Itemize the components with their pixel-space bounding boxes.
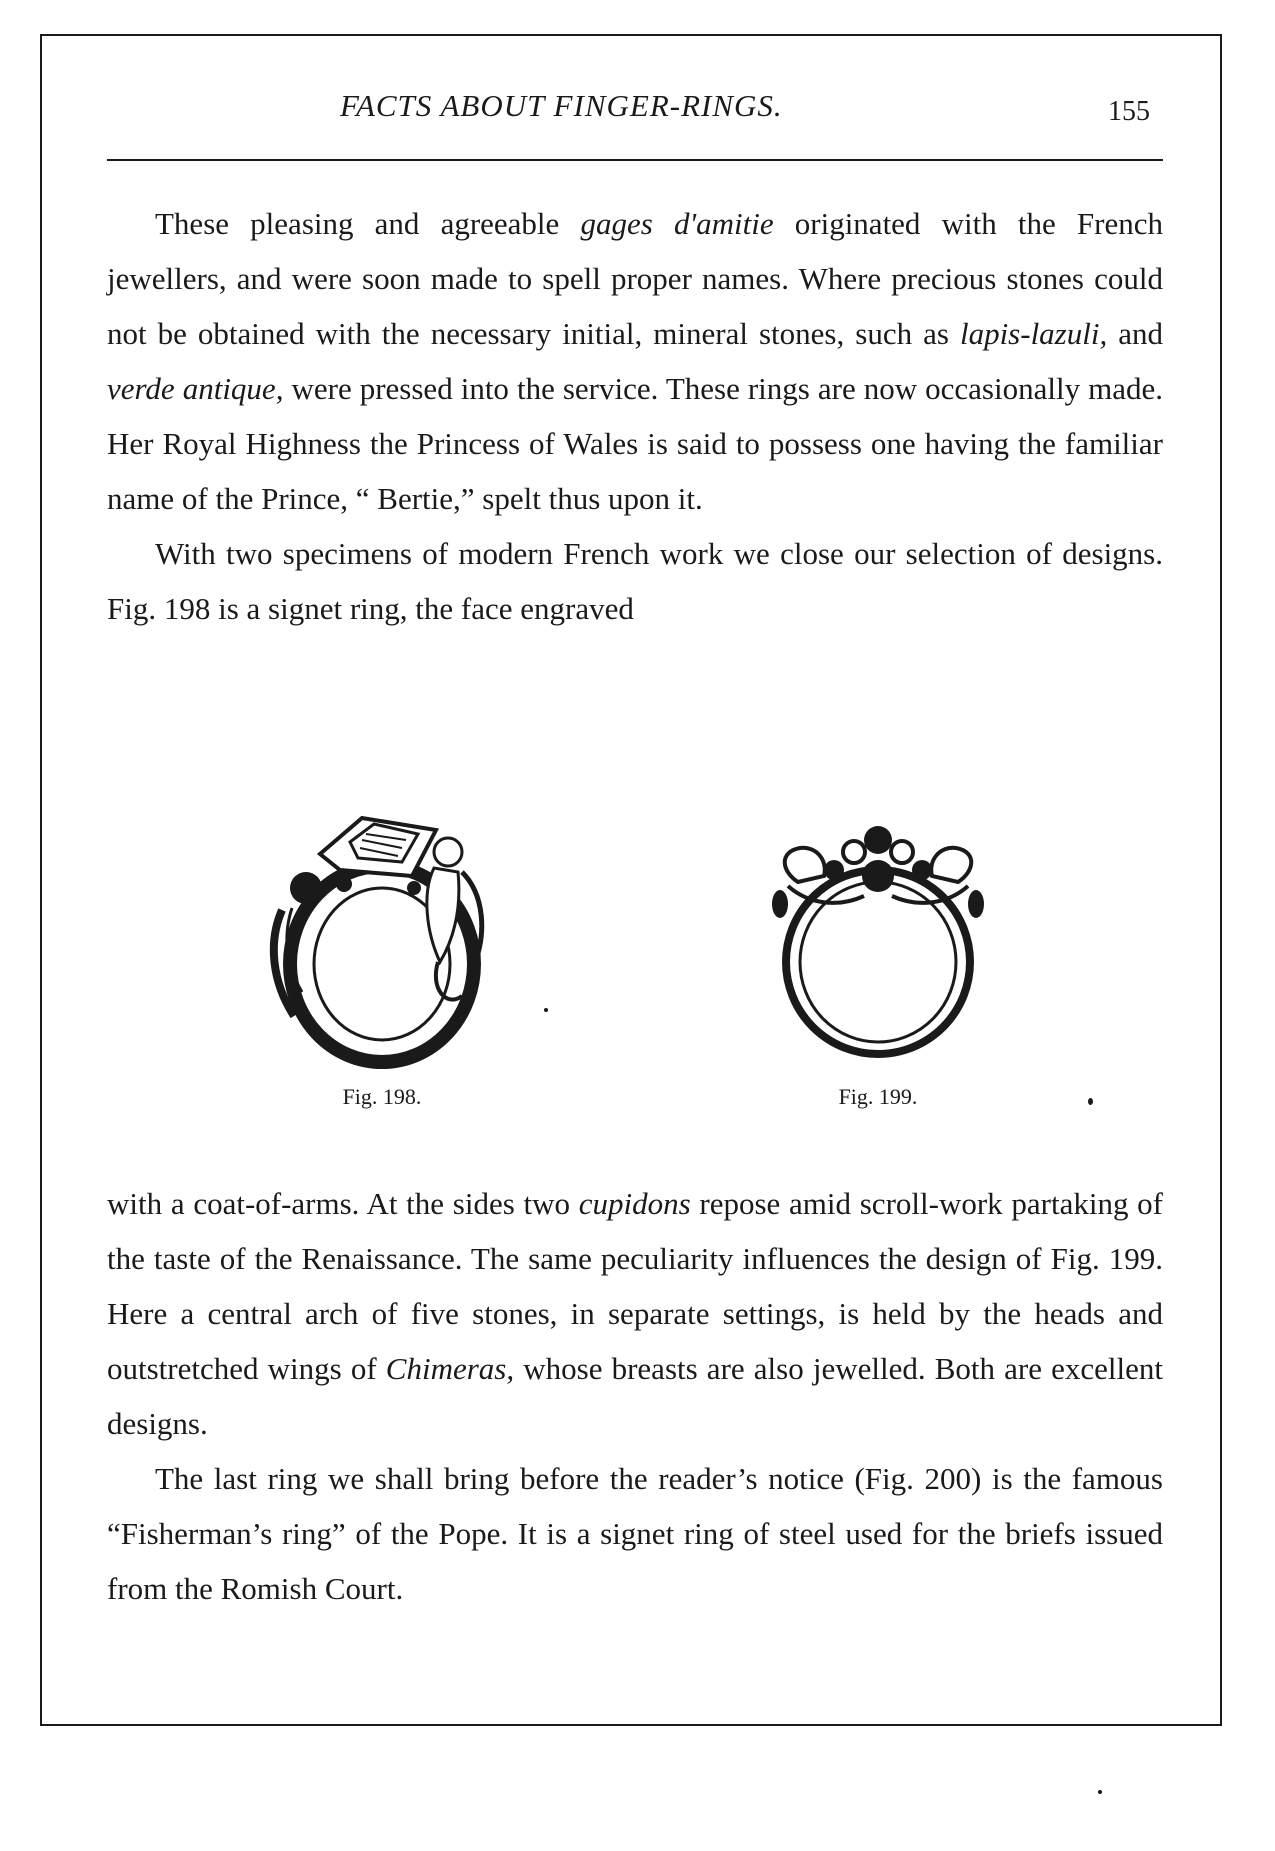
print-speck [1098, 1790, 1102, 1794]
italic-phrase: cupidons [578, 1186, 691, 1221]
paragraph: The last ring we shall bring before the reader’s notice (Fig. 200) is the famous “Fisherman’s ring” of the Pope. It is a signet ring of steel used for the briefs issued from the Romish Court. [107, 1461, 1163, 1606]
print-speck [544, 1008, 548, 1012]
print-speck [1088, 1098, 1093, 1105]
italic-phrase: Chimeras, [385, 1351, 515, 1386]
running-title: FACTS ABOUT FINGER-RINGS. [340, 88, 783, 123]
figure-caption: Fig. 199. [838, 1084, 918, 1109]
italic-phrase: gages d'amitie [580, 206, 774, 241]
paragraph: These pleasing and agreeable gages d'amitie originated with the French jewellers, and were soon made to spell proper names. Where precious stones could not be obtained with the necessary initial, mineral stones, such as lapis-lazuli, and verde antique, were pressed into the service. These rings are now occasionally made. Her Royal Highness the Princess of Wales is said to possess one having the familiar name of the Prince, “ Bertie,” spelt thus upon it. [107, 206, 1163, 516]
italic-phrase: verde antique, [107, 371, 284, 406]
header-rule [107, 159, 1163, 161]
paragraph: With two specimens of modern French work we close our selection of designs. Fig. 198 is a signet ring, the face engraved [107, 536, 1163, 626]
body-text-top [107, 196, 1163, 636]
italic-phrase: lapis-lazuli, [959, 316, 1108, 351]
body-text-bottom [107, 1176, 1163, 1616]
chimera-ring-illustration [758, 812, 998, 1070]
paragraph: with a coat-of-arms. At the sides two cupidons repose amid scroll-work partaking of the taste of the Renaissance. The same peculiarity influences the design of Fig. 199. Here a central arch of five stones, in separate settings, is held by the heads and outstretched wings of Chimeras, whose breasts are also jewelled. Both are excellent designs. [107, 1186, 1164, 1441]
running-head [0, 88, 1275, 128]
figure-199 [728, 812, 1028, 1122]
figure-198 [232, 812, 532, 1122]
page-number: 155 [1108, 96, 1150, 127]
figure-caption: Fig. 198. [342, 1084, 422, 1109]
signet-ring-illustration [262, 812, 502, 1070]
